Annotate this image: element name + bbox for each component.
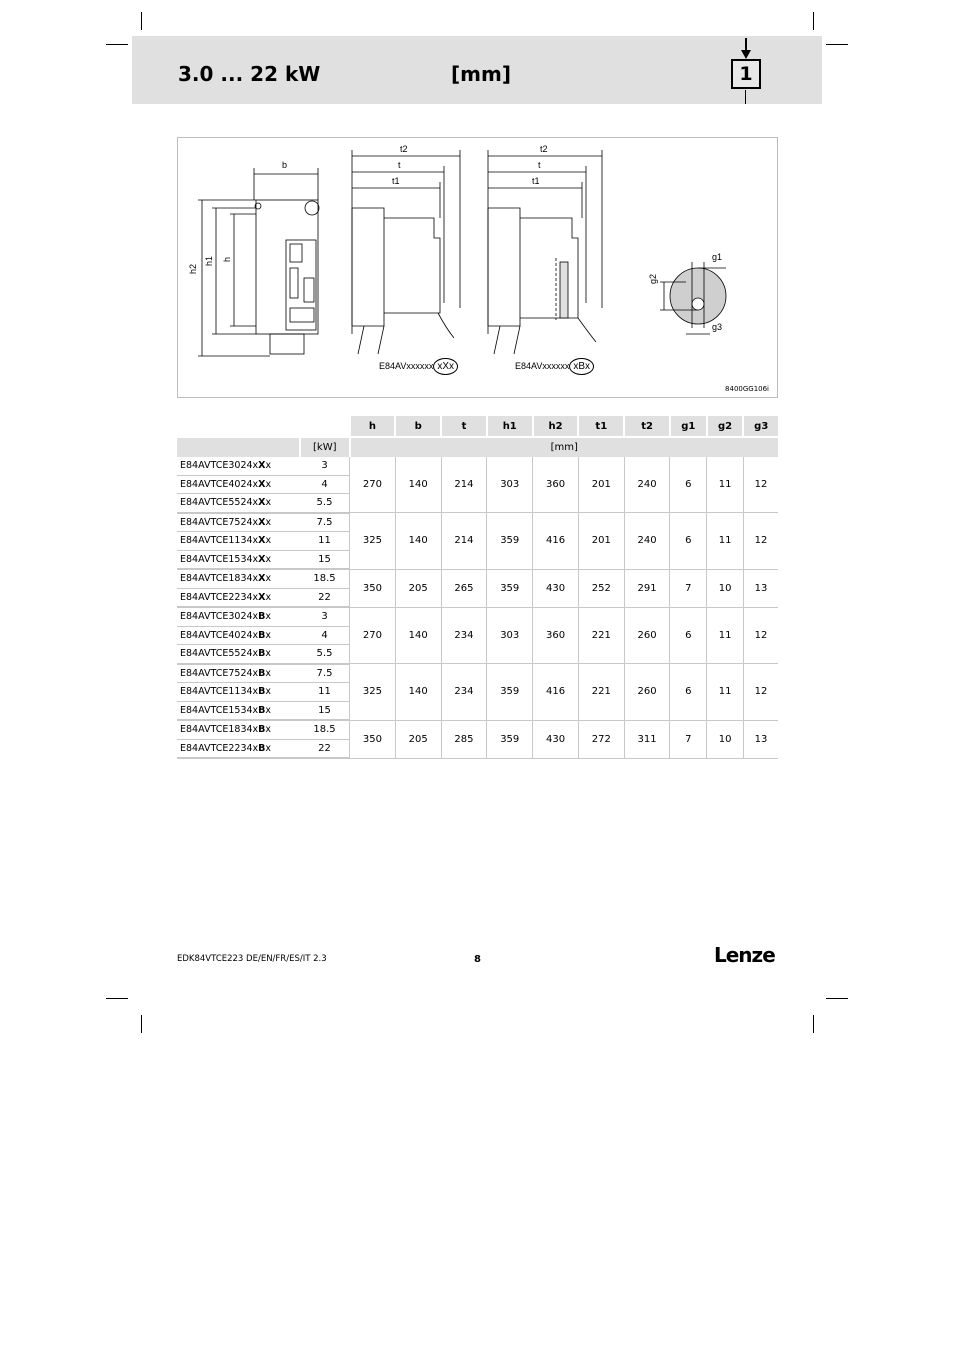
- dimension-cell: 270: [350, 457, 396, 513]
- table-row: [177, 513, 778, 532]
- model-cell: E84AVTCE1834xBx: [177, 720, 300, 739]
- model-cell: E84AVTCE5524xBx: [177, 645, 300, 664]
- power-cell: 15: [300, 701, 350, 720]
- dimension-cell: 10: [707, 569, 744, 607]
- dimension-cell: 214: [441, 457, 487, 513]
- dimension-cell: 11: [707, 664, 744, 721]
- column-header: h2: [533, 416, 579, 437]
- dimension-cell: 360: [533, 607, 579, 664]
- dimension-cell: 13: [743, 720, 778, 758]
- column-header: g1: [670, 416, 707, 437]
- dimension-cell: 359: [487, 569, 533, 607]
- chapter-tick: [745, 90, 746, 104]
- power-unit: [kW]: [300, 437, 350, 457]
- variant-xxx-suffix: xXx: [433, 358, 458, 375]
- dimension-cell: 325: [350, 513, 396, 570]
- dimension-cell: 6: [670, 607, 707, 664]
- variant-xbx-suffix: xBx: [569, 358, 594, 375]
- dimension-cell: 234: [441, 664, 487, 721]
- power-cell: 11: [300, 532, 350, 551]
- dimension-cell: 234: [441, 607, 487, 664]
- table-row: [177, 664, 778, 683]
- label-t2: t2: [400, 144, 408, 154]
- column-header: h: [350, 416, 396, 437]
- earth-symbol: [305, 201, 319, 215]
- dimension-cell: 416: [533, 664, 579, 721]
- dimension-cell: 6: [670, 513, 707, 570]
- chapter-arrow-head-icon: [741, 50, 751, 59]
- dimension-cell: 11: [707, 457, 744, 513]
- dimension-cell: 140: [395, 457, 441, 513]
- dimension-cell: 291: [624, 569, 670, 607]
- page-unit: [mm]: [451, 62, 511, 86]
- page-title: 3.0 ... 22 kW: [178, 62, 321, 86]
- column-header: t1: [578, 416, 624, 437]
- dimension-cell: 201: [578, 513, 624, 570]
- variant-xbx-label: [515, 358, 594, 375]
- power-cell: 4: [300, 626, 350, 645]
- crop-mark: [813, 12, 814, 30]
- dimension-cell: 10: [707, 720, 744, 758]
- dimension-cell: 260: [624, 664, 670, 721]
- model-cell: E84AVTCE1534xBx: [177, 701, 300, 720]
- table-body: [177, 457, 778, 758]
- power-cell: 5.5: [300, 645, 350, 664]
- dimension-cell: 11: [707, 607, 744, 664]
- power-cell: 15: [300, 550, 350, 569]
- dimension-cell: 360: [533, 457, 579, 513]
- model-cell: E84AVTCE7524xBx: [177, 664, 300, 683]
- dimension-cell: 201: [578, 457, 624, 513]
- dimension-cell: 221: [578, 607, 624, 664]
- column-header: g2: [707, 416, 744, 437]
- dimension-cell: 11: [707, 513, 744, 570]
- dimension-cell: 7: [670, 720, 707, 758]
- label-g1: g1: [712, 252, 723, 262]
- table-header-row: [177, 416, 778, 437]
- model-cell: E84AVTCE2234xBx: [177, 739, 300, 758]
- dimension-cell: 260: [624, 607, 670, 664]
- dimension-cell: 221: [578, 664, 624, 721]
- chapter-number: 1: [731, 59, 761, 89]
- column-header: g3: [743, 416, 778, 437]
- dimension-cell: 12: [743, 457, 778, 513]
- dimension-unit: [mm]: [350, 437, 779, 457]
- drawing-code: 8400GG106i: [725, 385, 769, 393]
- variant-xbx-prefix: E84AVxxxxxx: [515, 361, 570, 371]
- crop-mark: [141, 1015, 142, 1033]
- power-cell: 7.5: [300, 664, 350, 683]
- dimension-cell: 430: [533, 720, 579, 758]
- label-h1: h1: [204, 255, 214, 266]
- dimension-cell: 7: [670, 569, 707, 607]
- model-cell: E84AVTCE7524xXx: [177, 513, 300, 532]
- power-cell: 18.5: [300, 720, 350, 739]
- label-h: h: [222, 256, 232, 262]
- power-cell: 3: [300, 457, 350, 475]
- dimension-cell: 285: [441, 720, 487, 758]
- dimension-cell: 359: [487, 513, 533, 570]
- model-cell: E84AVTCE2234xXx: [177, 588, 300, 607]
- dimension-cell: 12: [743, 513, 778, 570]
- crop-mark: [141, 12, 142, 30]
- column-header: t2: [624, 416, 670, 437]
- table-row: [177, 607, 778, 626]
- dimension-cell: 350: [350, 720, 396, 758]
- dimension-cell: 272: [578, 720, 624, 758]
- dimension-cell: 303: [487, 457, 533, 513]
- label-g2: g2: [648, 273, 658, 284]
- lenze-logo: Lenze: [714, 943, 775, 967]
- model-cell: E84AVTCE1134xBx: [177, 683, 300, 702]
- dimension-cell: 359: [487, 720, 533, 758]
- dimension-cell: 311: [624, 720, 670, 758]
- dimension-cell: 350: [350, 569, 396, 607]
- dimension-cell: 140: [395, 664, 441, 721]
- label-g3: g3: [712, 322, 723, 332]
- power-cell: 18.5: [300, 569, 350, 588]
- dimension-cell: 303: [487, 607, 533, 664]
- table-unit-empty: [177, 437, 300, 457]
- model-cell: E84AVTCE4024xBx: [177, 626, 300, 645]
- dimension-cell: 12: [743, 664, 778, 721]
- power-cell: 5.5: [300, 494, 350, 513]
- column-header: b: [395, 416, 441, 437]
- model-cell: E84AVTCE3024xBx: [177, 607, 300, 626]
- table-row: [177, 457, 778, 475]
- label-t2-b: t2: [540, 144, 548, 154]
- power-cell: 22: [300, 588, 350, 607]
- dimension-cell: 240: [624, 457, 670, 513]
- label-t1-b: t1: [532, 176, 540, 186]
- power-cell: 7.5: [300, 513, 350, 532]
- power-cell: 4: [300, 475, 350, 494]
- model-cell: E84AVTCE1134xXx: [177, 532, 300, 551]
- dimension-cell: 325: [350, 664, 396, 721]
- crop-mark: [106, 998, 128, 999]
- crop-mark: [106, 44, 128, 45]
- power-cell: 3: [300, 607, 350, 626]
- crop-mark: [813, 1015, 814, 1033]
- table-row: [177, 720, 778, 739]
- label-b: b: [282, 160, 288, 170]
- variant-xxx-prefix: E84AVxxxxxx: [379, 361, 434, 371]
- front-view-panel: [286, 240, 316, 330]
- dimension-cell: 6: [670, 457, 707, 513]
- page-number: 8: [474, 954, 481, 965]
- dimension-cell: 13: [743, 569, 778, 607]
- column-header: t: [441, 416, 487, 437]
- table-header-empty: [177, 416, 350, 437]
- power-cell: 22: [300, 739, 350, 758]
- dimension-cell: 359: [487, 664, 533, 721]
- dimension-cell: 205: [395, 720, 441, 758]
- column-header: h1: [487, 416, 533, 437]
- crop-mark: [826, 998, 848, 999]
- dimension-cell: 12: [743, 607, 778, 664]
- dimension-cell: 140: [395, 513, 441, 570]
- dimensions-table: [177, 416, 778, 759]
- table-row: [177, 569, 778, 588]
- fixing-hole-detail: [670, 268, 726, 324]
- model-cell: E84AVTCE4024xXx: [177, 475, 300, 494]
- variant-xxx-label: [379, 358, 458, 375]
- dimension-cell: 265: [441, 569, 487, 607]
- label-t: t: [398, 160, 401, 170]
- crop-mark: [826, 44, 848, 45]
- dimension-cell: 205: [395, 569, 441, 607]
- drawing-svg: [178, 138, 779, 399]
- dimension-cell: 6: [670, 664, 707, 721]
- dimension-cell: 140: [395, 607, 441, 664]
- table-unit-row: [177, 437, 778, 457]
- dimension-cell: 416: [533, 513, 579, 570]
- dimension-drawing: [177, 137, 778, 398]
- document-id: EDK84VTCE223 DE/EN/FR/ES/IT 2.3: [177, 954, 327, 964]
- dimension-cell: 214: [441, 513, 487, 570]
- dimension-cell: 252: [578, 569, 624, 607]
- model-cell: E84AVTCE1534xXx: [177, 550, 300, 569]
- dimension-cell: 430: [533, 569, 579, 607]
- model-cell: E84AVTCE1834xXx: [177, 569, 300, 588]
- label-h2: h2: [188, 263, 198, 274]
- label-t-b: t: [538, 160, 541, 170]
- model-cell: E84AVTCE5524xXx: [177, 494, 300, 513]
- model-cell: E84AVTCE3024xXx: [177, 457, 300, 475]
- dimension-cell: 270: [350, 607, 396, 664]
- power-cell: 11: [300, 683, 350, 702]
- label-t1: t1: [392, 176, 400, 186]
- dimension-cell: 240: [624, 513, 670, 570]
